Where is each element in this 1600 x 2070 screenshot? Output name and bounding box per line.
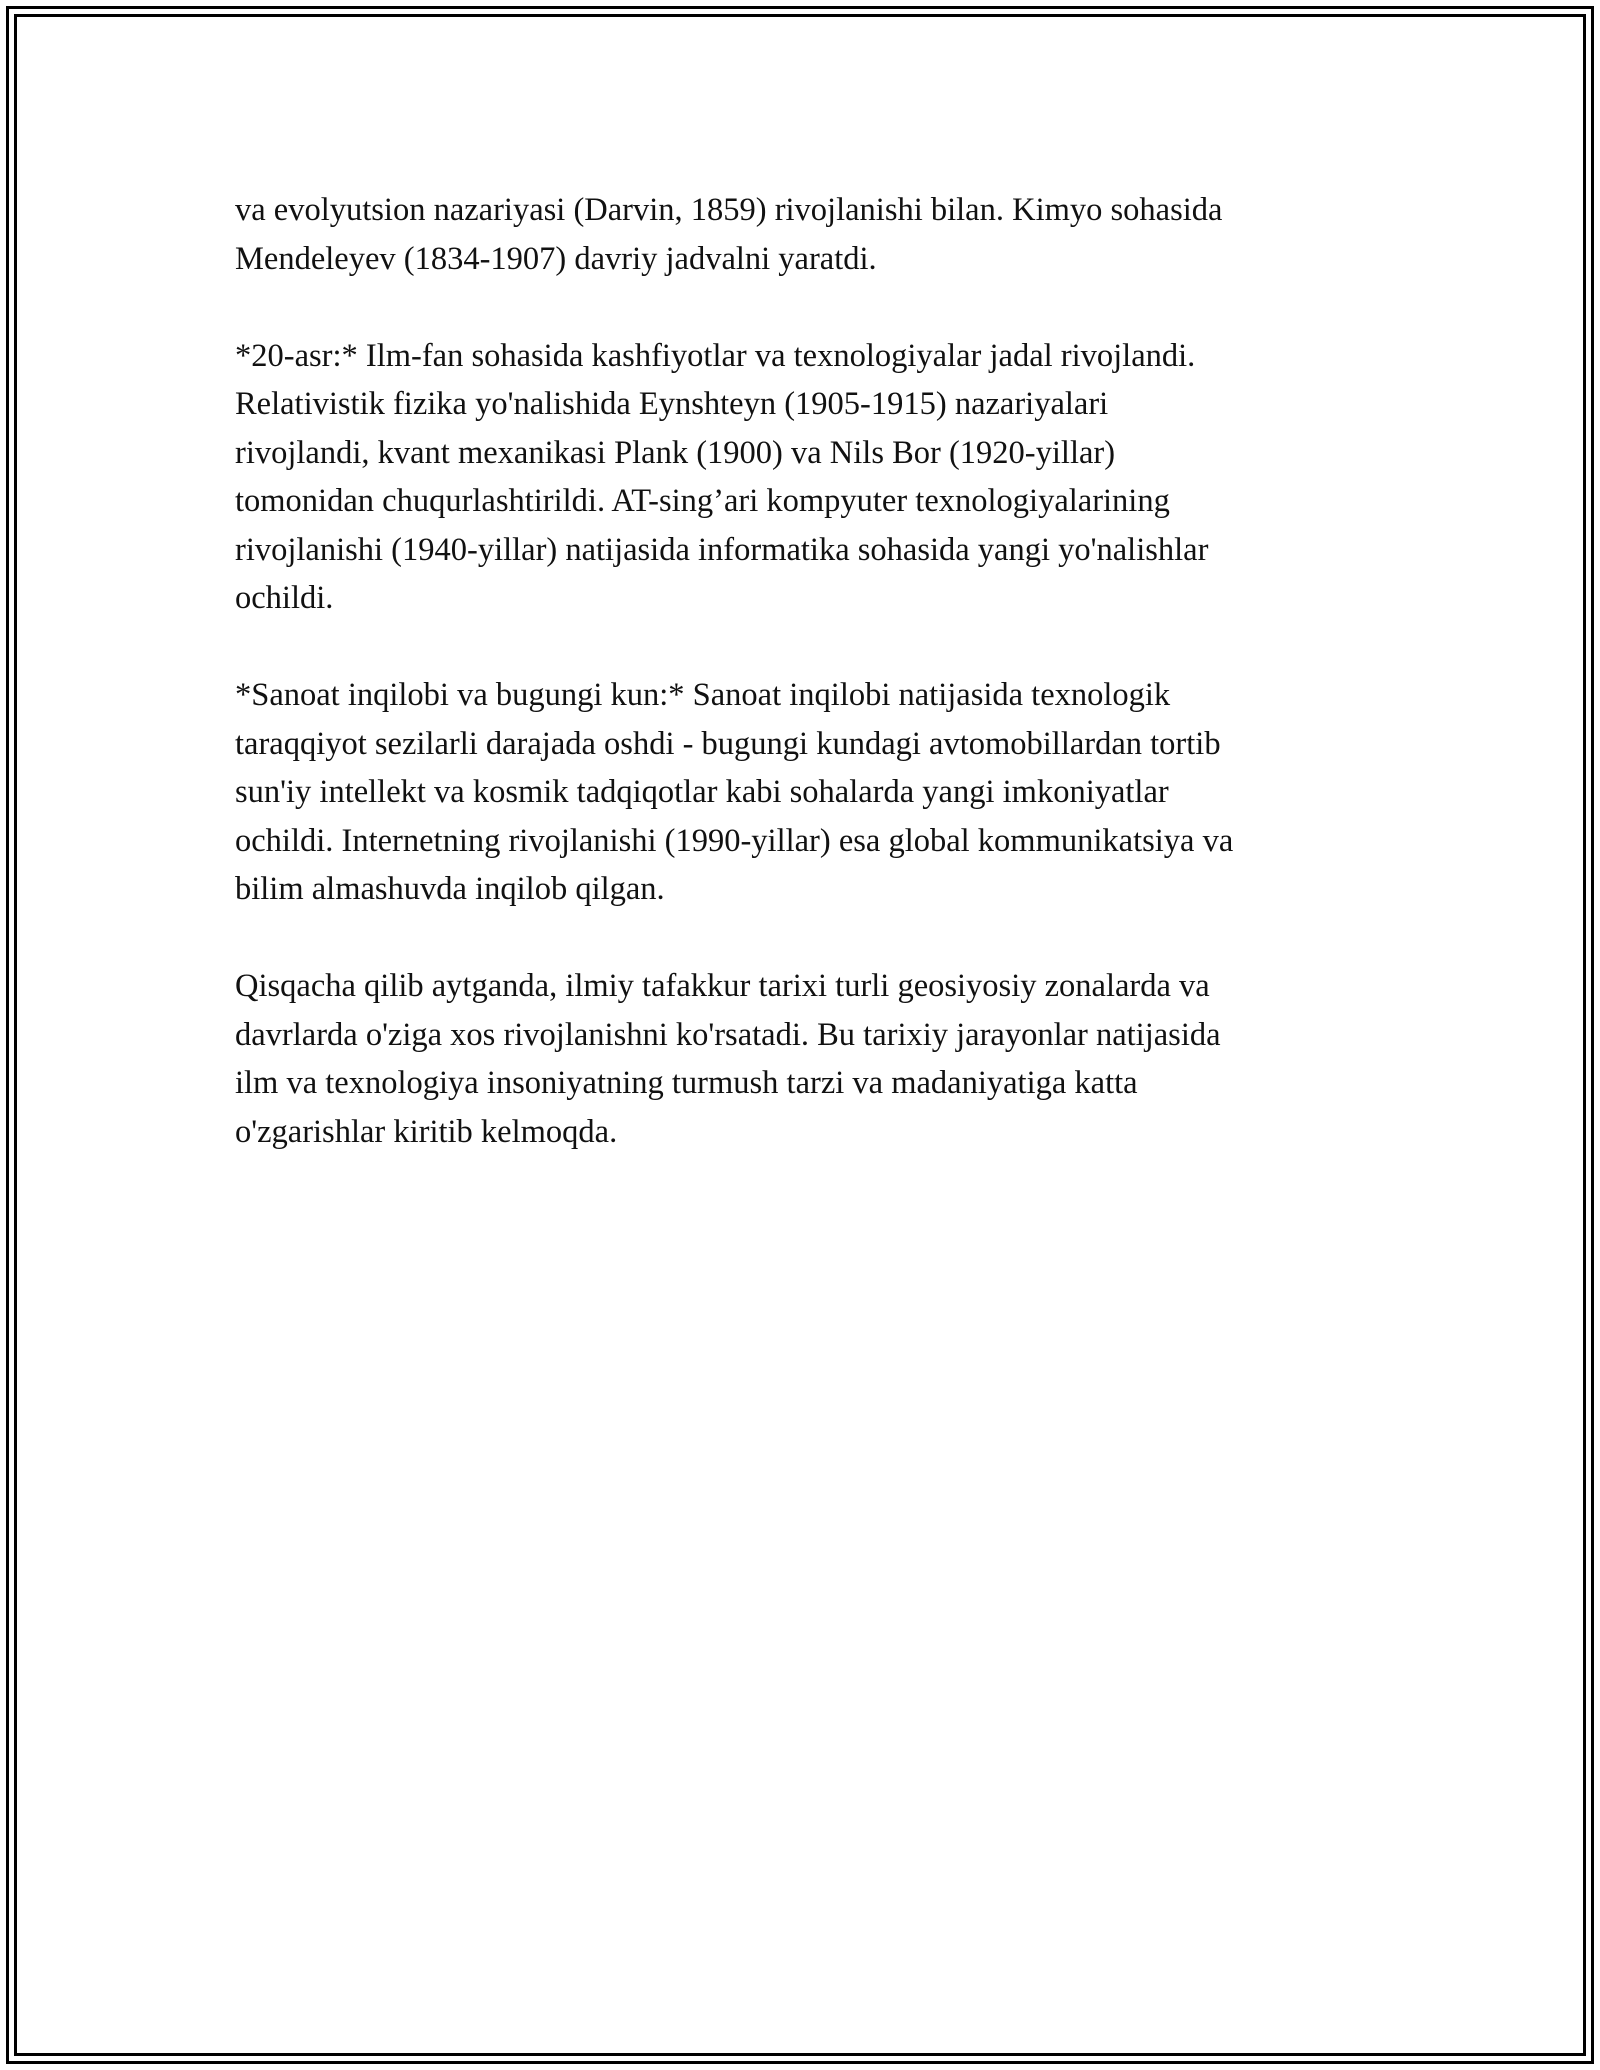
- document-body: [235, 186, 1385, 1156]
- paragraph-conclusion: Qisqacha qilib aytganda, ilmiy tafakkur tarixi turli geosiyosiy zonalarda va davrlarda o'ziga xos rivojlanishni ko'rsatadi. Bu tarixiy jarayonlar natijasida ilm va texnologiya insoniyatning turmush tarzi va madaniyatiga katta o'zgarishlar kiritib kelmoqda.: [235, 968, 1221, 1150]
- paragraph-darwin-mendeleyev: va evolyutsion nazariyasi (Darvin, 1859) rivojlanishi bilan. Kimyo sohasida Mendeleyev (1834-1907) davriy jadvalni yaratdi.: [235, 192, 1223, 277]
- paragraph-industrial-revolution: *Sanoat inqilobi va bugungi kun:* Sanoat inqilobi natijasida texnologik taraqqiyot sezilarli darajada oshdi - bugungi kundagi avtomobillardan tortib sun'iy intellekt va kosmik tadqiqotlar kabi sohalarda yangi imkoniyatlar ochildi. Internetning rivojlanishi (1990-yillar) esa global kommunikatsiya va bilim almashuvda inqilob qilgan.: [235, 677, 1234, 907]
- paragraph-20th-century: *20-asr:* Ilm-fan sohasida kashfiyotlar va texnologiyalar jadal rivojlandi. Relativistik fizika yo'nalishida Eynshteyn (1905-1915) nazariyalari rivojlandi, kvant mexanikasi Plank (1900) va Nils Bor (1920-yillar) tomonidan chuqurlashtirildi. AT-sing’ari kompyuter texnologiyalarining rivojlanishi (1940-yillar) natijasida informatika sohasida yangi yo'nalishlar ochildi.: [235, 337, 1209, 616]
